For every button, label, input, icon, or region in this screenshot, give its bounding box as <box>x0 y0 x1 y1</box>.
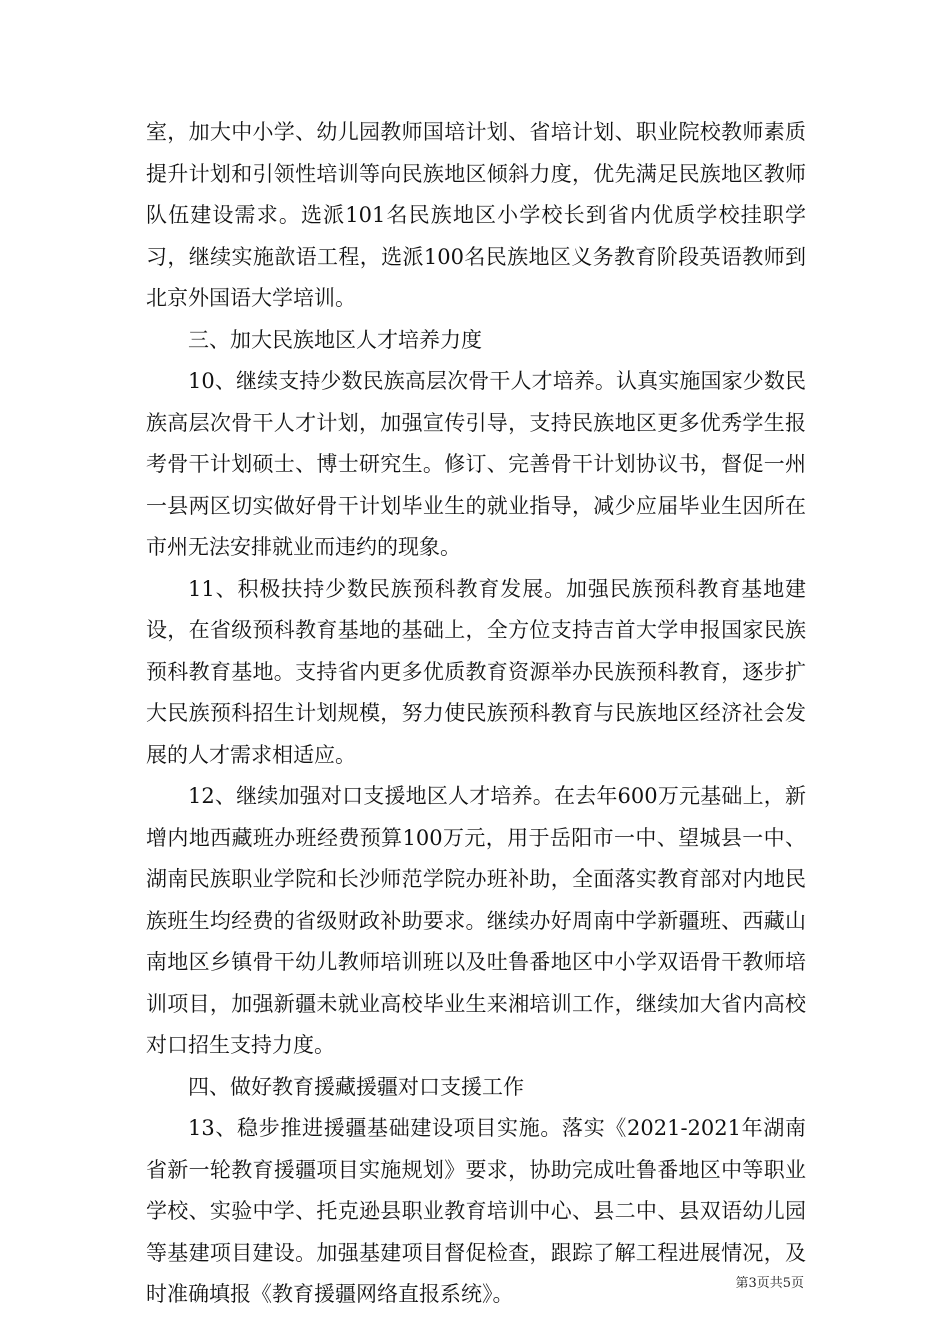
paragraph-item-10: 10、继续支持少数民族高层次骨干人才培养。认真实施国家少数民族高层次骨干人才计划，加强宣传引导，支持民族地区更多优秀学生报考骨干计划硕士、博士研究生。修订、完善骨干计划协议书，督促一州一县两区切实做好骨干计划毕业生的就业指导，减少应届毕业生因所在市州无法安排就业而违约的现象。 <box>146 369 806 559</box>
document-body <box>146 112 806 1316</box>
paragraph-item-12: 12、继续加强对口支援地区人才培养。在去年600万元基础上，新增内地西藏班办班经费预算100万元，用于岳阳市一中、望城县一中、湖南民族职业学院和长沙师范学院办班补助，全面落实教育部对内地民族班生均经费的省级财政补助要求。继续办好周南中学新疆班、西藏山南地区乡镇骨干幼儿教师培训班以及吐鲁番地区中小学双语骨干教师培训项目，加强新疆未就业高校毕业生来湘培训工作，继续加大省内高校对口招生支持力度。 <box>146 784 806 1057</box>
paragraph-item-11: 11、积极扶持少数民族预科教育发展。加强民族预科教育基地建设，在省级预科教育基地的基础上，全方位支持吉首大学申报国家民族预科教育基地。支持省内更多优质教育资源举办民族预科教育，逐步扩大民族预科招生计划规模，努力使民族预科教育与民族地区经济社会发展的人才需求相适应。 <box>146 576 806 767</box>
paragraph-continuation: 室，加大中小学、幼儿园教师国培计划、省培计划、职业院校教师素质提升计划和引领性培训等向民族地区倾斜力度，优先满足民族地区教师队伍建设需求。选派101名民族地区小学校长到省内优质学校挂职学习，继续实施歆语工程，选派100名民族地区义务教育阶段英语教师到北京外国语大学培训。 <box>146 120 806 310</box>
section-heading-three: 三、加大民族地区人才培养力度 <box>188 327 482 352</box>
page-number-footer: 第3页共5页 <box>735 1276 804 1291</box>
paragraph-item-13: 13、稳步推进援疆基础建设项目实施。落实《2021-2021年湖南省新一轮教育援疆项目实施规划》要求，协助完成吐鲁番地区中等职业学校、实验中学、托克逊县职业教育培训中心、县二中、县双语幼儿园等基建项目建设。加强基建项目督促检查，跟踪了解工程进展情况，及时准确填报《教育援疆网络直报系统》。 <box>146 1116 806 1306</box>
section-heading-four: 四、做好教育援藏援疆对口支援工作 <box>188 1074 524 1099</box>
